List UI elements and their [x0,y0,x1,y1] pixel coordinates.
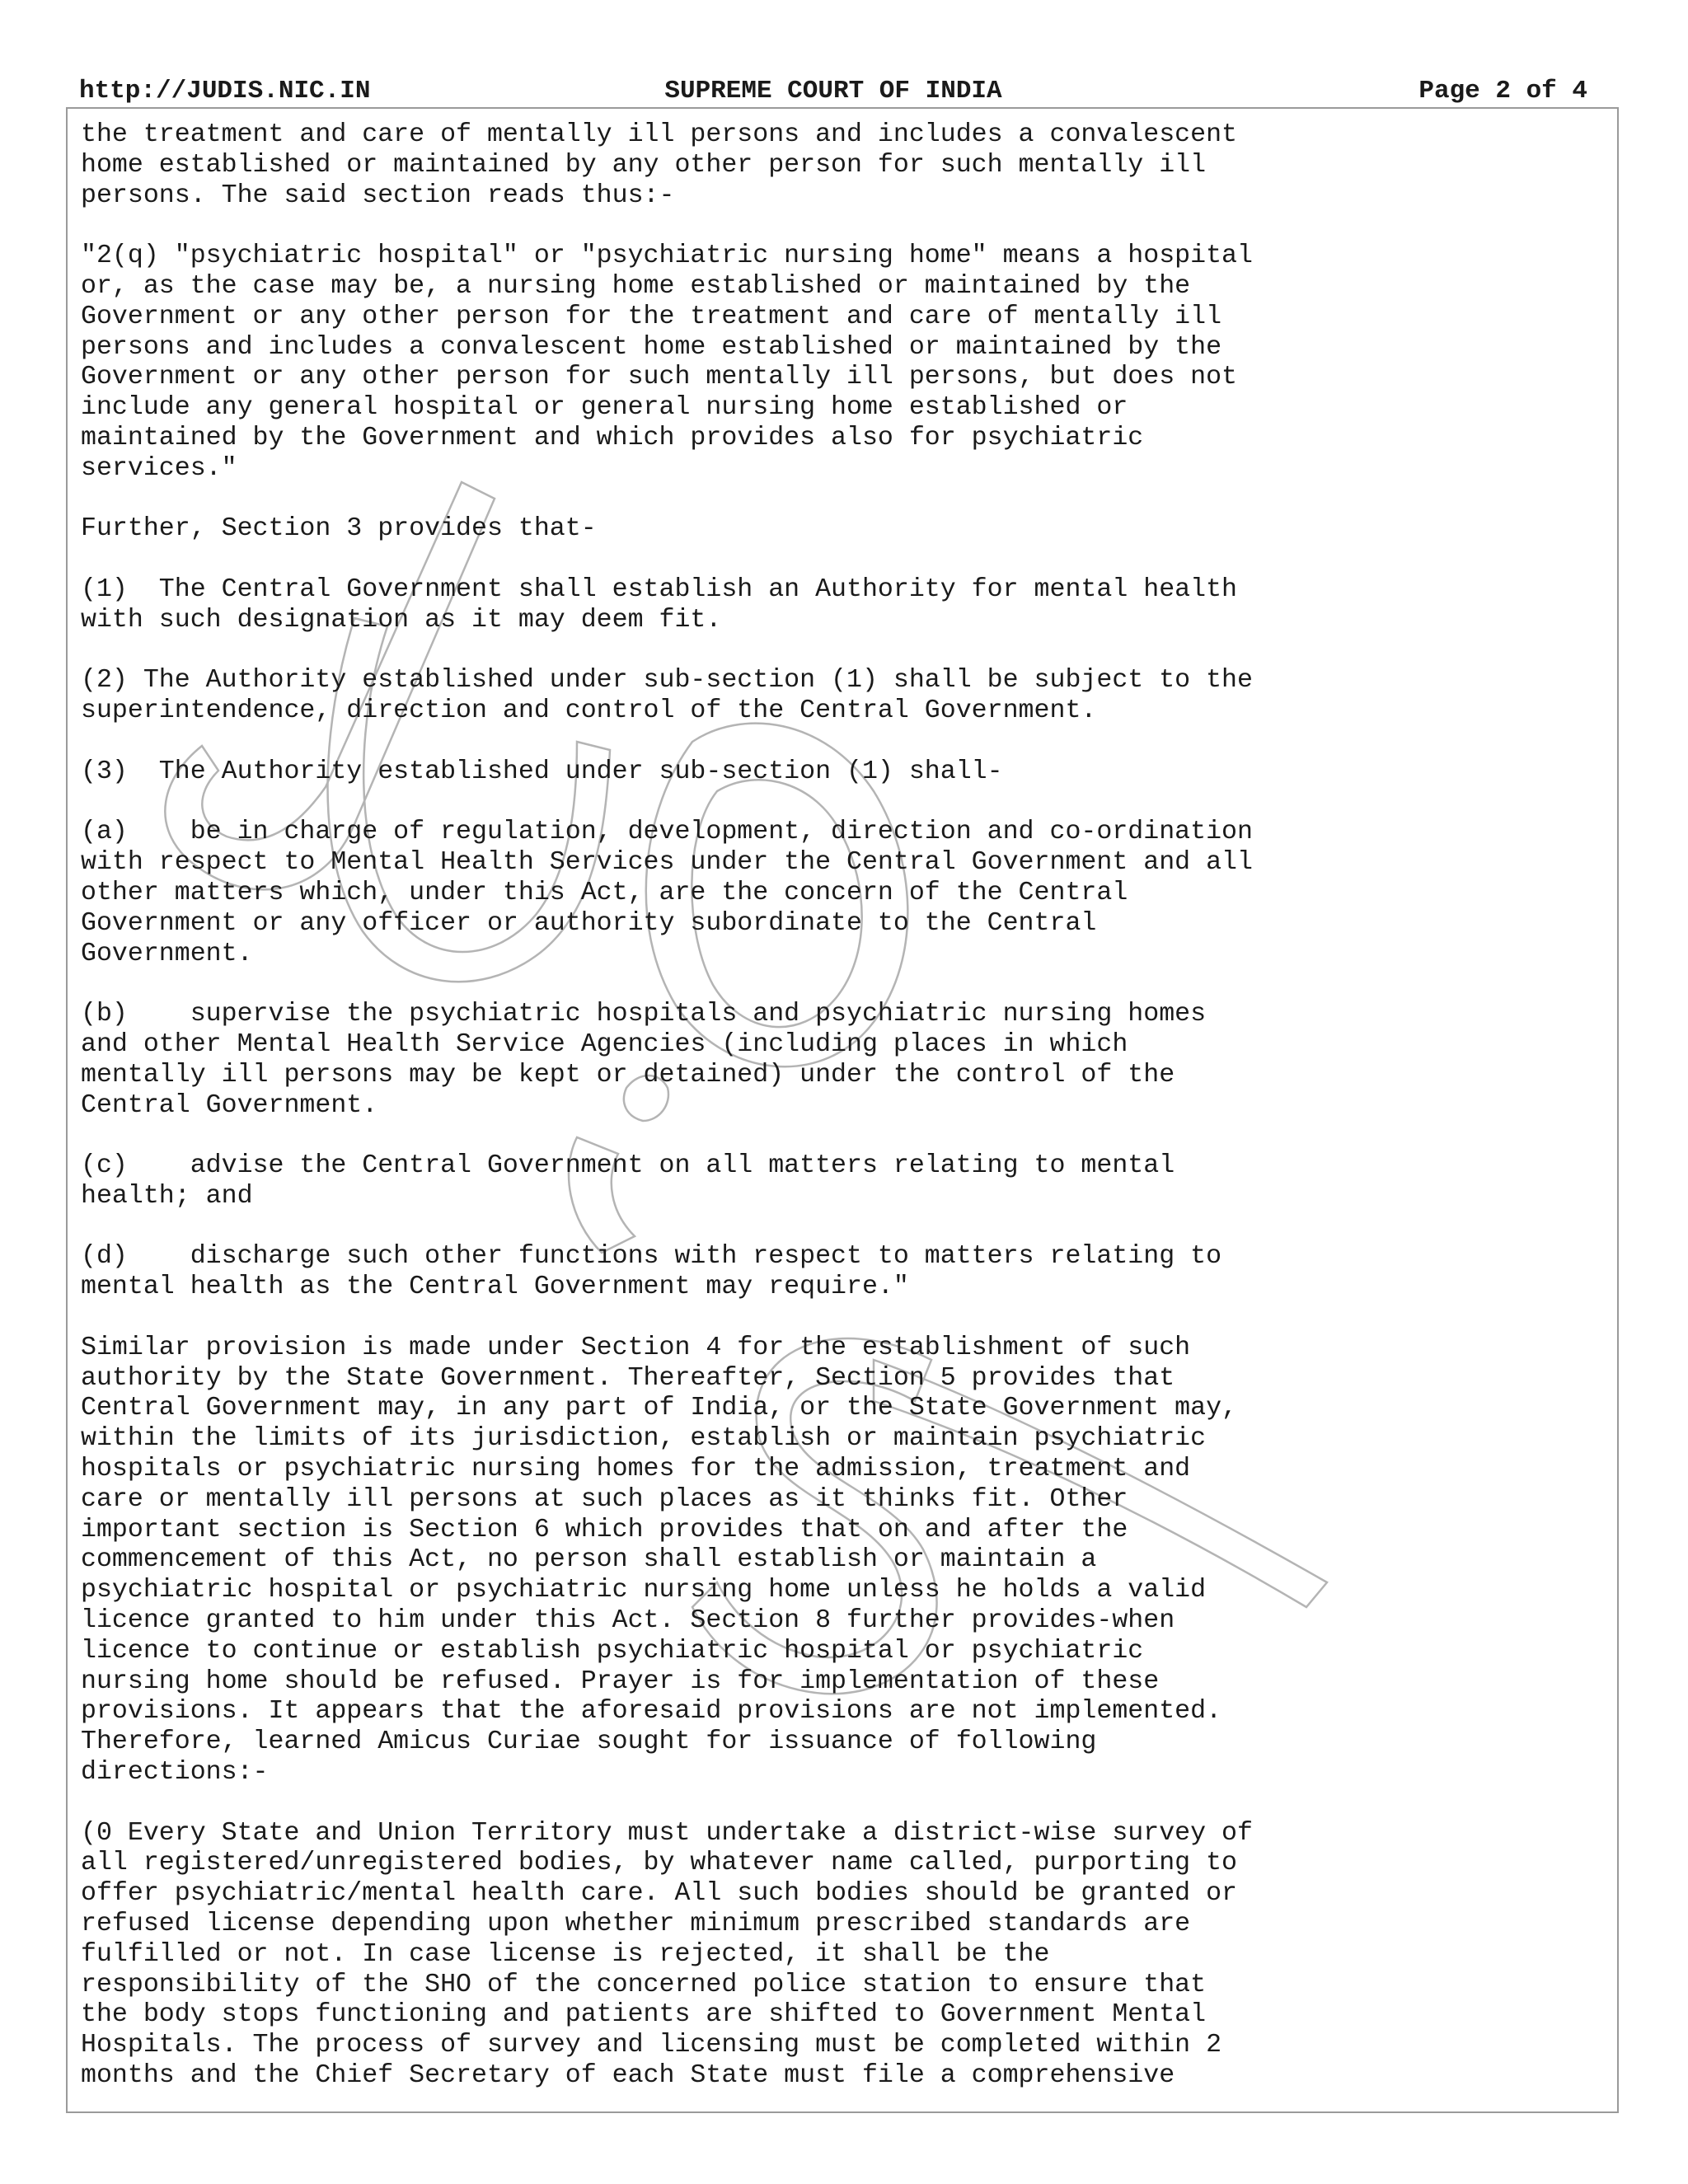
text-line: Central Government. [81,1090,378,1120]
text-line: Central Government may, in any part of India, or the State Government may, [81,1394,1237,1423]
text-line: Similar provision is made under Section 4 for the establishment of such [81,1333,1191,1362]
paragraph [81,818,1515,969]
text-line: services." [81,453,237,483]
text-line: or, as the case may be, a nursing home established or maintained by the [81,271,1191,301]
text-line: all registered/unregistered bodies, by whatever name called, purporting to [81,1849,1237,1878]
text-line: persons. The said section reads thus:- [81,180,675,210]
text-line: the treatment and care of mentally ill persons and includes a convalescent [81,120,1237,149]
text-line: (b) supervise the psychiatric hospitals and psychiatric nursing homes [81,1000,1207,1029]
source-url: http://JUDIS.NIC.IN [79,77,371,105]
text-line: directions:- [81,1758,269,1788]
text-line: (3) The Authority established under sub-section (1) shall- [81,757,1003,786]
text-line: Therefore, learned Amicus Curiae sought for issuance of following [81,1727,1097,1757]
text-line: Further, Section 3 provides that- [81,514,597,544]
text-line: responsibility of the SHO of the concerned police station to ensure that [81,1970,1207,1999]
text-line: care or mentally ill persons at such places as it thinks fit. Other [81,1484,1128,1514]
paragraph [81,575,1515,636]
text-line: with respect to Mental Health Services under the Central Government and all [81,848,1253,878]
text-line: (c) advise the Central Government on all matters relating to mental [81,1151,1175,1181]
text-line: licence granted to him under this Act. Section 8 further provides-when [81,1606,1175,1636]
court-name: SUPREME COURT OF INDIA [664,77,1002,105]
text-line: nursing home should be refused. Prayer is for implementation of these [81,1666,1160,1696]
text-line: fulfilled or not. In case license is rejected, it shall be the [81,1939,1050,1969]
text-line: the body stops functioning and patients are shifted to Government Mental [81,2000,1207,2030]
text-line: include any general hospital or general nursing home established or [81,393,1128,423]
paragraph [81,666,1515,727]
text-line: Government. [81,939,253,968]
text-line: mentally ill persons may be kept or detained) under the control of the [81,1060,1175,1090]
text-line: maintained by the Government and which provides also for psychiatric [81,423,1144,452]
paragraph [81,1333,1515,1788]
text-line: psychiatric hospital or psychiatric nursing home unless he holds a valid [81,1576,1207,1605]
paragraph [81,1819,1515,2092]
text-line: hospitals or psychiatric nursing homes for the admission, treatment and [81,1455,1191,1484]
paragraph [81,1151,1515,1212]
text-line: (0 Every State and Union Territory must undertake a district-wise survey of [81,1818,1253,1848]
text-line: (d) discharge such other functions with respect to matters relating to [81,1242,1222,1272]
paragraph [81,1242,1515,1303]
text-line: superintendence, direction and control of the Central Government. [81,696,1097,726]
paragraph [81,514,1515,545]
text-line: (1) The Central Government shall establish an Authority for mental health [81,574,1237,604]
text-line: (a) be in charge of regulation, development, direction and co-ordination [81,818,1253,847]
paragraph [81,120,1515,211]
text-line: home established or maintained by any other person for such mentally ill [81,150,1207,180]
text-line: and other Mental Health Service Agencies (including places in which [81,1029,1128,1059]
page-header [79,74,1587,109]
paragraph [81,757,1515,788]
text-line: months and the Chief Secretary of each State must file a comprehensive [81,2061,1175,2090]
text-line: offer psychiatric/mental health care. All such bodies should be granted or [81,1879,1237,1909]
paragraph [81,1000,1515,1121]
text-line: Government or any other person for such mentally ill persons, but does not [81,363,1237,392]
text-line: Government or any officer or authority subordinate to the Central [81,908,1097,938]
text-line: with such designation as it may deem fit. [81,605,722,635]
text-line: other matters which, under this Act, are the concern of the Central [81,878,1128,907]
text-line: "2(q) "psychiatric hospital" or "psychiatric nursing home" means a hospital [81,241,1253,271]
text-line: important section is Section 6 which provides that on and after the [81,1515,1128,1544]
text-line: Government or any other person for the treatment and care of mentally ill [81,302,1222,331]
text-line: persons and includes a convalescent home established or maintained by the [81,332,1222,362]
text-line: licence to continue or establish psychiatric hospital or psychiatric [81,1636,1144,1666]
text-line: (2) The Authority established under sub-section (1) shall be subject to the [81,666,1253,696]
text-line: mental health as the Central Government may require." [81,1272,909,1302]
text-line: health; and [81,1181,253,1211]
text-line: Hospitals. The process of survey and licensing must be completed within 2 [81,2031,1222,2060]
paragraph [81,241,1515,484]
text-line: provisions. It appears that the aforesaid provisions are not implemented. [81,1697,1222,1727]
text-line: within the limits of its jurisdiction, establish or maintain psychiatric [81,1424,1207,1454]
document-body [81,120,1515,2122]
page-number: Page 2 of 4 [1418,77,1587,105]
text-line: authority by the State Government. Thereafter, Section 5 provides that [81,1363,1175,1393]
text-line: commencement of this Act, no person shall establish or maintain a [81,1545,1097,1575]
text-line: refused license depending upon whether minimum prescribed standards are [81,1910,1191,1939]
